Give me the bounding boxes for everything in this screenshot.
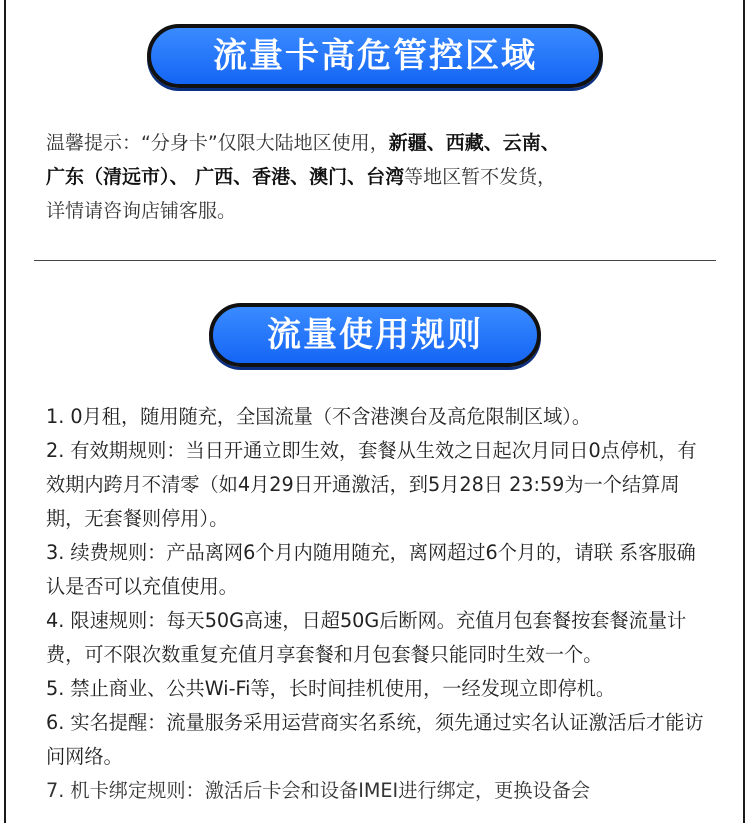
rule-item-5: 5. 禁止商业、公共Wi-Fi等，长时间挂机使用，一经发现立即停机。 bbox=[46, 677, 616, 700]
rule-item-7: 7. 机卡绑定规则：激活后卡会和设备IMEI进行绑定，更换设备会 bbox=[46, 779, 591, 802]
section-divider bbox=[34, 260, 716, 261]
usage-rules-list bbox=[46, 400, 711, 808]
shipping-notice bbox=[46, 126, 706, 228]
notice-bold-regions-1: 新疆、西藏、云南、 bbox=[388, 132, 560, 154]
rule-item-2: 2. 有效期规则：当日开通立即生效，套餐从生效之日起次月同日0点停机，有效期内跨月不清零（如4月29日开通激活，到5月28日 23:59为一个结算周期，无套餐则停用）。 bbox=[46, 439, 697, 530]
rule-item-6: 6. 实名提醒：流量服务采用运营商实名系统，须先通过实名认证激活后才能访问网络。 bbox=[46, 711, 704, 768]
rule-item-1: 1. 0月租，随用随充，全国流量（不含港澳台及高危限制区域）。 bbox=[46, 405, 592, 428]
rule-item-3: 3. 续费规则：产品离网6个月内随用随充，离网超过6个月的，请联 系客服确认是否可以充值使用。 bbox=[46, 541, 696, 598]
notice-bold-regions-2: 广东（清远市）、 广西、香港、澳门、台湾 bbox=[46, 166, 405, 188]
notice-end: 详情请咨询店铺客服。 bbox=[46, 200, 237, 222]
notice-mid: 等地区暂不发货， bbox=[404, 166, 557, 188]
rule-item-4: 4. 限速规则：每天50G高速，日超50G后断网。充值月包套餐按套餐流量计费，可不限次数重复充值月享套餐和月包套餐只能同时生效一个。 bbox=[46, 609, 687, 666]
section-title-usage-rules: 流量使用规则 bbox=[209, 303, 541, 367]
notice-prefix: 温馨提示：“分身卡”仅限大陆地区使用， bbox=[46, 132, 389, 154]
section-title-high-risk-areas: 流量卡高危管控区域 bbox=[147, 24, 603, 88]
